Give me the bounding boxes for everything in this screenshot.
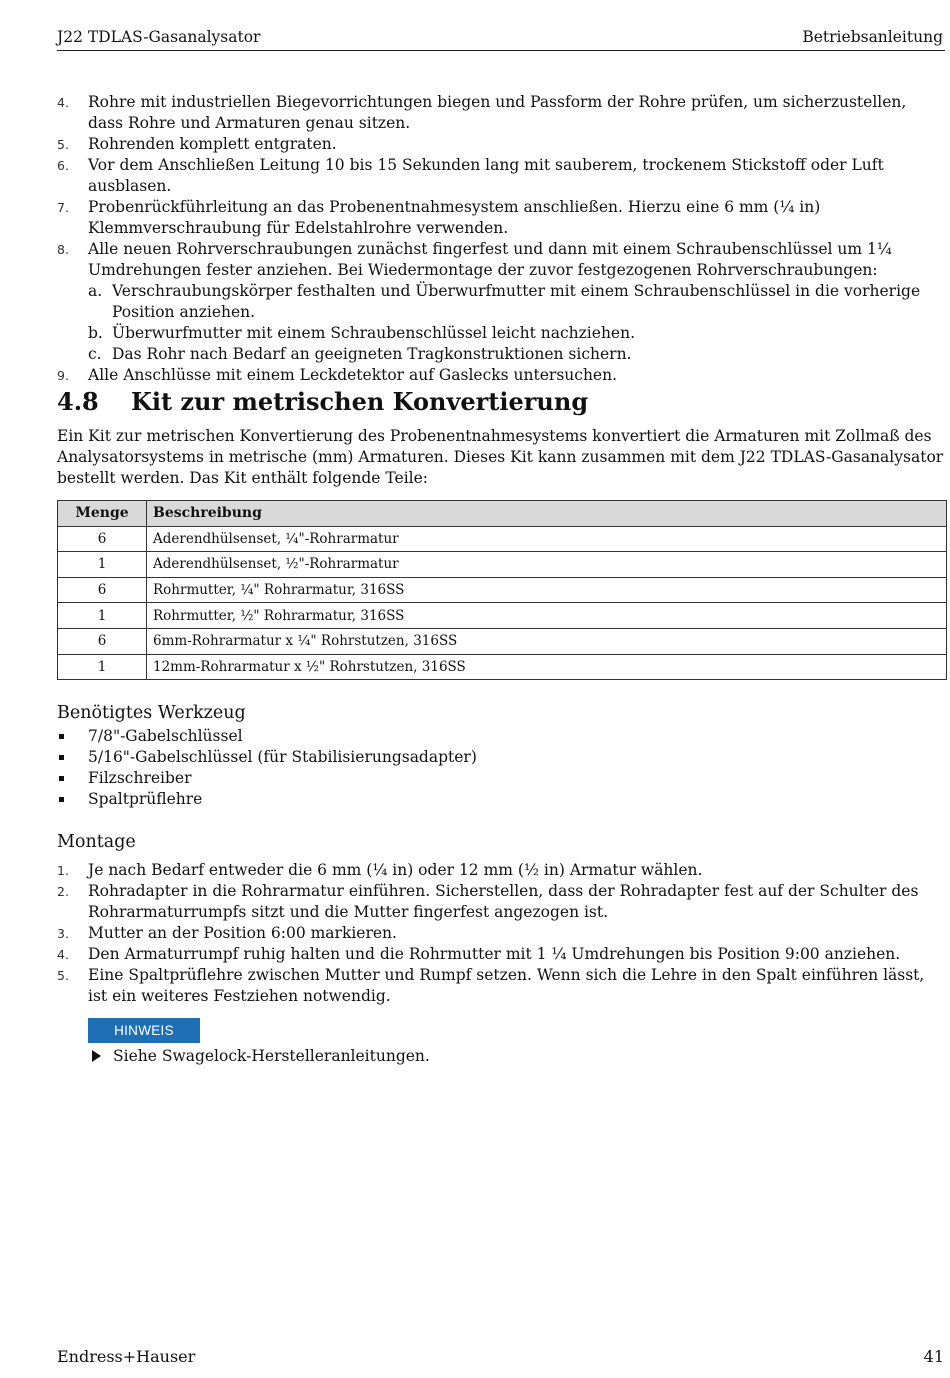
list-item: 1. Je nach Bedarf entweder die 6 mm (¼ in) oder 12 mm (½ in) Armatur wählen. — [57, 861, 703, 879]
cell-description: Aderendhülsenset, ¼"-Rohrarmatur — [147, 526, 947, 552]
column-header-description: Beschreibung — [147, 501, 947, 527]
document-type: Betriebsanleitung — [802, 28, 943, 46]
document-title: J22 TDLAS-Gasanalysator — [57, 28, 261, 46]
cell-description: Rohrmutter, ½" Rohrarmatur, 316SS — [147, 603, 947, 629]
cell-description: Aderendhülsenset, ½"-Rohrarmatur — [147, 552, 947, 578]
cell-quantity: 6 — [58, 577, 147, 603]
sub-steps — [88, 281, 945, 365]
cell-description: Rohrmutter, ¼" Rohrarmatur, 316SS — [147, 577, 947, 603]
cell-quantity: 6 — [58, 628, 147, 654]
parts-table — [57, 500, 947, 680]
list-item: Filzschreiber — [57, 768, 477, 789]
bullet-icon — [59, 797, 64, 802]
table-row — [58, 628, 947, 654]
list-item: 6. Vor dem Anschließen Leitung 10 bis 15 Sekunden lang mit sauberem, trockenem Stickstoff oder Luft ausblasen. — [57, 156, 884, 195]
tools-list — [57, 726, 477, 810]
page-header — [57, 26, 945, 51]
montage-heading: Montage — [57, 832, 136, 852]
sub-list-item: c. Das Rohr nach Bedarf an geeigneten Tragkonstruktionen sichern. — [88, 345, 632, 363]
cell-quantity: 1 — [58, 654, 147, 680]
list-item: Spaltprüflehre — [57, 789, 477, 810]
list-item: 4. Rohre mit industriellen Biegevorrichtungen biegen und Passform der Rohre prüfen, um sicherzustellen, dass Rohre und Armaturen genau sitzen. — [57, 93, 907, 132]
section-number: 4.8 — [57, 387, 99, 416]
tools-heading: Benötigtes Werkzeug — [57, 703, 246, 723]
table-row — [58, 654, 947, 680]
triangle-right-icon — [92, 1050, 101, 1062]
section-heading — [57, 386, 588, 418]
table-row — [58, 603, 947, 629]
list-item: 4. Den Armaturrumpf ruhig halten und die Rohrmutter mit 1 ¼ Umdrehungen bis Position 9:00 anziehen. — [57, 945, 901, 963]
notice-text-line — [92, 1046, 430, 1067]
intro-paragraph: Ein Kit zur metrischen Konvertierung des Probenentnahmesystems konvertiert die Armaturen mit Zollmaß des Analysatorsystems in metrische (mm) Armaturen. Dieses Kit kann zusammen mit dem J22 TDLAS-Gasanalysator bestellt werden. Das Kit enthält folgende Teile: — [57, 427, 944, 487]
list-item: 7. Probenrückführleitung an das Probenentnahmesystem anschließen. Hierzu eine 6 mm (¼ in) Klemmverschraubung für Edelstahlrohre verwenden. — [57, 198, 821, 237]
sub-list-item: b. Überwurfmutter mit einem Schraubenschlüssel leicht nachziehen. — [88, 324, 636, 342]
list-item: 5. Eine Spaltprüflehre zwischen Mutter und Rumpf setzen. Wenn sich die Lehre in den Spalt einführen lässt, ist ein weiteres Festziehen notwendig. — [57, 966, 925, 1005]
notice-text: Siehe Swagelock-Herstelleranleitungen. — [113, 1047, 430, 1065]
page-number: 41 — [923, 1347, 944, 1366]
cell-quantity: 1 — [58, 552, 147, 578]
list-item: 3. Mutter an der Position 6:00 markieren. — [57, 924, 397, 942]
cell-quantity: 6 — [58, 526, 147, 552]
cell-description: 12mm-Rohrarmatur x ½" Rohrstutzen, 316SS — [147, 654, 947, 680]
bullet-icon — [59, 755, 64, 760]
list-item: 5. Rohrenden komplett entgraten. — [57, 135, 337, 153]
list-item: 7/8"-Gabelschlüssel — [57, 726, 477, 747]
list-item: 2. Rohradapter in die Rohrarmatur einführen. Sicherstellen, dass der Rohradapter fest auf der Schulter des Rohrarmaturrumpfs sitzt und die Mutter fingerfest angezogen ist. — [57, 882, 919, 921]
section-title: Kit zur metrischen Konvertierung — [131, 387, 589, 416]
cell-description: 6mm-Rohrarmatur x ¼" Rohrstutzen, 316SS — [147, 628, 947, 654]
installation-steps — [57, 92, 945, 386]
table-header-row — [58, 501, 947, 527]
table-row — [58, 552, 947, 578]
column-header-quantity: Menge — [58, 501, 147, 527]
table-row — [58, 526, 947, 552]
bullet-icon — [59, 776, 64, 781]
footer-brand: Endress+Hauser — [57, 1347, 196, 1366]
bullet-icon — [59, 734, 64, 739]
list-item: 5/16"-Gabelschlüssel (für Stabilisierungsadapter) — [57, 747, 477, 768]
montage-steps — [57, 860, 945, 1007]
cell-quantity: 1 — [58, 603, 147, 629]
sub-list-item: a. Verschraubungskörper festhalten und Überwurfmutter mit einem Schraubenschlüssel in die vorherige Position anziehen. — [88, 282, 921, 321]
notice-badge: HINWEIS — [88, 1018, 200, 1043]
list-item: 9. Alle Anschlüsse mit einem Leckdetektor auf Gaslecks untersuchen. — [57, 366, 618, 384]
table-row — [58, 577, 947, 603]
list-item: 8. Alle neuen Rohrverschraubungen zunächst fingerfest und dann mit einem Schraubenschlüssel um 1¼ Umdrehungen fester anziehen. Bei Wiedermontage der zuvor festgezogenen Rohrverschraubungen: a. Verschraubungskörper festhalten und Überwurfmutter mit einem Schraubenschlüssel in die vorherige Position anziehen. b. Überwurfmutter mit einem Schraubenschlüssel leicht nachziehen. c. Das Rohr nach Bedarf an geeigneten Tragkonstruktionen sichern. — [57, 239, 945, 365]
